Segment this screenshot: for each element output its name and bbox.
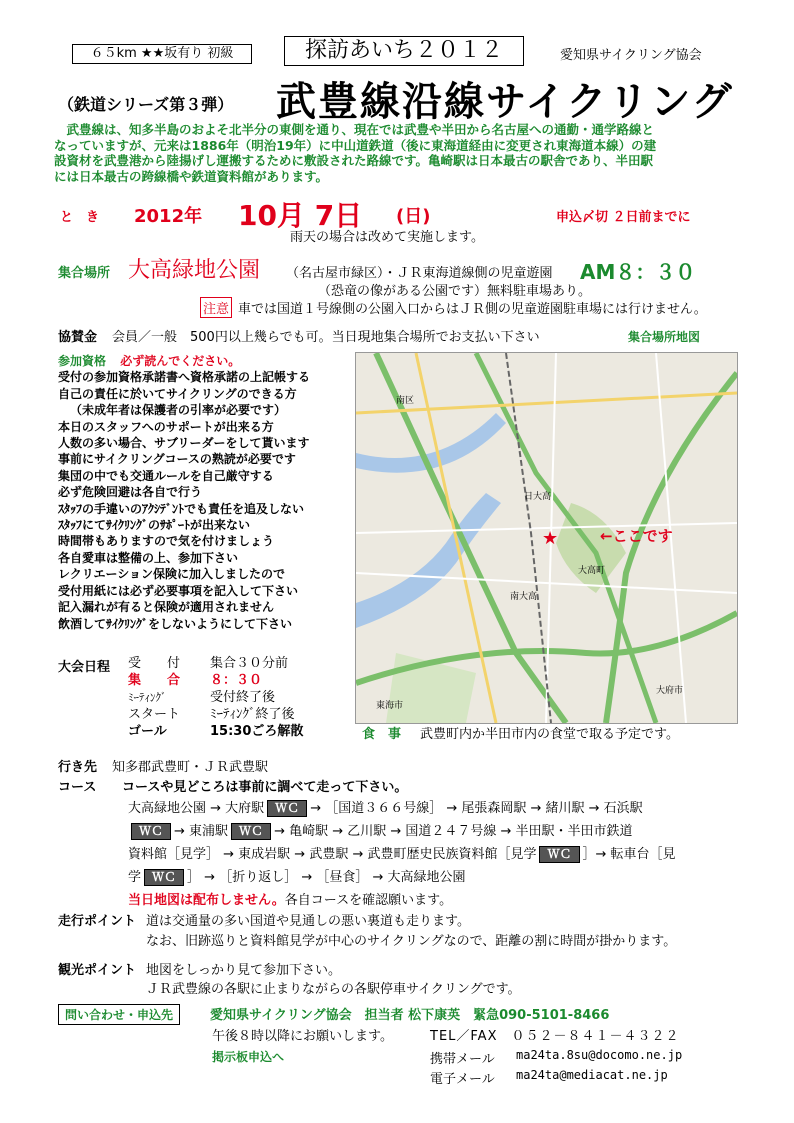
sightseeing-line1: 地図をしっかり見て参加下さい。	[146, 963, 342, 978]
wc-badge: ＷＣ	[267, 800, 307, 817]
subtitle-prefix: （鉄道シリーズ第３弾）	[58, 95, 234, 114]
wc-badge: ＷＣ	[144, 869, 184, 886]
intro-paragraph	[54, 122, 656, 184]
meeting-time: AM８：３０	[580, 260, 696, 284]
course-text: 大高緑地公園 → 大府駅	[128, 801, 265, 816]
schedule-row	[128, 723, 303, 740]
qualification-item: 受付用紙には必ず必要事項を記入して下さい	[58, 583, 299, 598]
date-label: と き	[60, 210, 100, 225]
schedule-value: 受付終了後	[210, 690, 276, 705]
main-title: 武豊線沿線サイクリング	[276, 79, 734, 125]
qualification-heading	[58, 353, 310, 369]
riding-points-line2: なお、旧跡巡りと資料館見学が中心のサイクリングなので、距離の割に時間が掛かります。	[146, 934, 677, 949]
deadline: 申込〆切 ２日前までに	[556, 210, 691, 225]
qualification-item: 受付の参加資格承諾書へ資格承諾の上記帳する	[58, 370, 311, 385]
qualification-item: 飲酒してｻｲｸﾘﾝｸﾞをしないようにして下さい	[58, 616, 293, 631]
caution-badge: 注意	[200, 297, 232, 318]
course-line	[128, 820, 676, 843]
intro-line: には日本最古の跨線橋や鉄道資料館があります。	[54, 168, 329, 184]
contact-org-line: 愛知県サイクリング協会 担当者 松下康英 緊急090-5101-8466	[210, 1008, 610, 1023]
map-place-label: 南大高	[510, 592, 538, 602]
meal-text: 武豊町内か半田市内の食堂で取る予定です。	[420, 727, 679, 742]
organizer: 愛知県サイクリング協会	[560, 48, 702, 63]
fee-label: 協賛金	[58, 330, 98, 345]
qualification-item: 記入漏れが有ると保険が適用されません	[58, 600, 275, 615]
wc-badge: ＷＣ	[231, 823, 271, 840]
email-address[interactable]: ma24ta@mediacat.ne.jp	[516, 1068, 668, 1082]
qualification-item: 時間帯もありますので気を付けましょう	[58, 534, 275, 549]
qualification-item: 集団の中でも交通ルールを自己厳守する	[58, 468, 274, 483]
map-marker-label: ←ここです	[600, 527, 673, 545]
schedule-row	[128, 655, 303, 672]
mobile-mail[interactable]: ma24ta.8su@docomo.ne.jp	[516, 1048, 683, 1062]
sightseeing-label: 観光ポイント	[58, 963, 137, 978]
email-label: 電子メール	[430, 1072, 495, 1087]
qualification-item: ｽﾀｯﾌにてｻｲｸﾘﾝｸﾞのｻﾎﾟｰﾄが出来ない	[58, 518, 251, 533]
meeting-sub-note: （恐竜の像がある公園です）無料駐車場あり。	[318, 284, 592, 299]
qualification-item: レクリエーション保険に加入しましたので	[58, 567, 286, 582]
schedule-name: ﾐｰﾃｨﾝｸﾞ	[128, 691, 167, 704]
course-text: → 亀崎駅 → 乙川駅 → 国道２４７号線 → 半田駅・半田市鉄道	[274, 824, 633, 839]
schedule-value: ８：３０	[210, 673, 263, 688]
riding-points-line1: 道は交通量の多い国道や見通しの悪い裏道も走ります。	[146, 914, 470, 929]
course-info: ６５km ★★坂有り 初級	[90, 46, 234, 61]
map-graphic	[356, 353, 737, 723]
qualification-item: 必ず危険回避は各自で行う	[58, 485, 203, 500]
qualification-item: 人数の多い場合、サブリーダーをして貰います	[58, 436, 310, 451]
schedule-table	[128, 655, 303, 740]
map-place-label: 大府市	[656, 686, 684, 696]
contact-tel-fax: TEL／FAX ０５２－８４１－４３２２	[430, 1029, 680, 1044]
date-year: 2012年	[134, 206, 203, 227]
qualification-item: 事前にサイクリングコースの熟読が必要です	[58, 452, 296, 467]
schedule-label: 大会日程	[58, 660, 111, 675]
meeting-label: 集合場所	[58, 266, 111, 281]
course-line	[128, 866, 676, 889]
course-text: ］ → ［折り返し］ → ［昼食］ → 大高緑地公園	[187, 870, 466, 885]
sightseeing-line2: ＪＲ武豊線の各駅に止まりながらの各駅停車サイクリングです。	[146, 982, 521, 997]
meeting-place: 大高緑地公園	[128, 258, 261, 283]
schedule-row	[128, 706, 303, 723]
course-info-box	[72, 44, 252, 64]
schedule-name: スタート	[128, 707, 181, 722]
course-line	[128, 843, 676, 866]
wc-badge: ＷＣ	[131, 823, 171, 840]
qualification-item: ｽﾀｯﾌの手違いのｱｸｼﾃﾞﾝﾄでも責任を追及しない	[58, 501, 305, 516]
course-text: → ［国道３６６号線］ → 尾張森岡駅 → 緒川駅 → 石浜駅	[310, 801, 643, 816]
course-text: 資料館［見学］ → 東成岩駅 → 武豊駅 → 武豊町歴史民族資料館［見学	[128, 847, 537, 862]
qualification-section	[58, 353, 310, 632]
destination-label: 行き先	[58, 760, 98, 775]
date-weekday: (日)	[396, 206, 431, 227]
qualification-item: 各自愛車は整備の上、参加下さい	[58, 550, 239, 565]
schedule-name: 集 合	[128, 673, 181, 688]
must-read: 必ず読んでください。	[120, 354, 241, 368]
meeting-map[interactable]	[355, 352, 738, 724]
course-route	[128, 797, 676, 912]
fee-text: 会員／一般 500円以上幾らでも可。当日現地集合場所でお支払い下さい	[112, 330, 540, 345]
schedule-value: 集合３０分前	[210, 656, 289, 671]
riding-points-label: 走行ポイント	[58, 914, 137, 929]
no-map-rest: 各自コースを確認願います。	[284, 893, 453, 908]
course-line	[128, 889, 676, 912]
schedule-name: ゴール	[128, 724, 167, 739]
schedule-name: 受 付	[128, 656, 181, 671]
intro-line: 武豊線は、知多半島のおよそ北半分の東側を通り、現在では武豊や半田から名古屋への通勤・通学路線と	[54, 122, 655, 137]
course-intro: コースや見どころは事前に調べて走って下さい。	[122, 780, 408, 795]
map-place-label: 日大高	[524, 492, 552, 502]
course-text: ］→ 転車台［見	[582, 847, 676, 862]
date-month-day: 10月 7日	[238, 199, 363, 232]
meeting-place-detail: （名古屋市緑区）・ＪＲ東海道線側の児童遊園	[286, 266, 553, 281]
map-place-label: 東海市	[376, 701, 404, 711]
meal-label: 食 事	[362, 727, 402, 742]
series-title: 探訪あいち２０１２	[304, 38, 503, 63]
rain-note: 雨天の場合は改めて実施します。	[290, 230, 484, 245]
schedule-row	[128, 689, 303, 706]
qualification-item: 本日のスタッフへのサポートが出来る方	[58, 419, 274, 434]
course-line	[128, 797, 676, 820]
course-text: 学	[128, 870, 142, 885]
course-label: コース	[58, 780, 97, 795]
mobile-mail-label: 携帯メール	[430, 1052, 495, 1067]
schedule-value: ﾐｰﾃｨﾝｸﾞ終了後	[210, 707, 295, 722]
map-label: 集合場所地図	[628, 330, 701, 344]
schedule-value: 15:30ごろ解散	[210, 724, 304, 739]
qualification-item: 自己の責任に於いてサイクリングのできる方	[58, 386, 297, 401]
contact-after-hours: 午後８時以降にお願いします。	[212, 1029, 393, 1044]
no-map-notice: 当日地図は配布しません。	[128, 893, 285, 908]
wc-badge: ＷＣ	[539, 846, 579, 863]
series-title-box	[284, 36, 524, 66]
course-text: → 東浦駅	[174, 824, 229, 839]
intro-line: 設資材を武豊港から陸揚げし運搬するために敷設された路線です。亀崎駅は日本最古の駅舎であり、半田駅	[54, 153, 654, 168]
map-place-label: 南区	[396, 396, 415, 406]
schedule-row	[128, 672, 303, 689]
qualification-item: （未成年者は保護者の引率が必要です）	[70, 403, 287, 418]
svg-text:★: ★	[542, 528, 559, 549]
intro-line: なっていますが、元来は1886年（明治19年）に中山道鉄道（後に東海道経由に変更され東海道本線）の建	[54, 137, 657, 153]
caution-text: 車では国道１号線側の公園入口からはＪＲ側の児童遊園駐車場には行けません。	[238, 302, 707, 317]
map-place-label: 大高町	[578, 566, 606, 576]
qualification-label: 参加資格	[58, 354, 107, 368]
destination-text: 知多郡武豊町・ＪＲ武豊駅	[112, 760, 269, 775]
contact-label: 問い合わせ・申込先	[58, 1004, 180, 1025]
board-link[interactable]: 掲示板申込へ	[212, 1050, 285, 1064]
